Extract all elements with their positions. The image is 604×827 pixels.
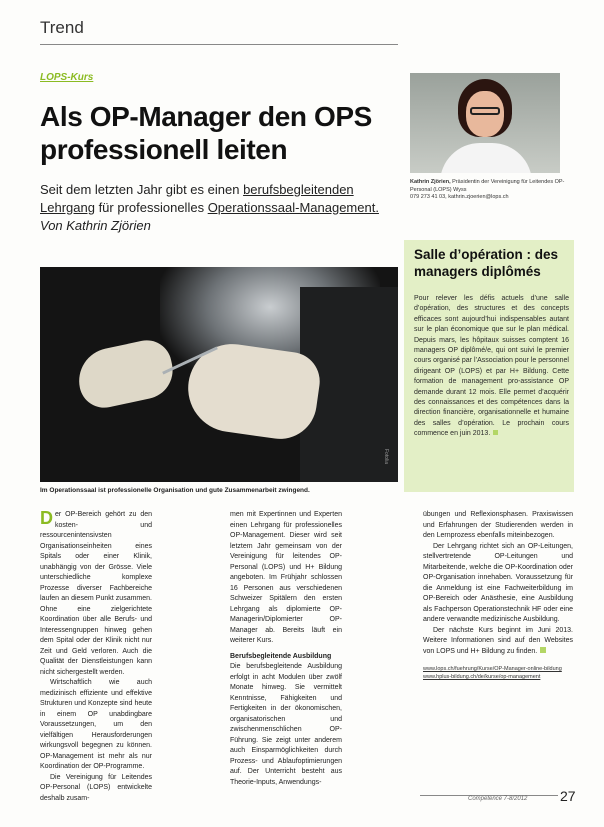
sidebar-body: Pour relever les défis actuels d’une salle d’opération, des structures et des concepts efficaces sont aujourd’hui indispensables autant sur le plan économique que sur le plan médical. Depuis mars, les hôpitaux suisses comptent 16 managers OP diplômé/e, qui ont suivi le premier cours organisé par l’Association pour le personnel dirigeant OP (LOPS) et par H+ Bildung. Cette formation de management pro-assistance OP demande durant 12 mois. Elle permet d’acquérir des connaissances et des compétences dans la direction financière, organisationnelle et humaine des salles d’opération. Le prochain cours commence en juin 2013. — [414, 295, 569, 438]
col1-paragraph-1-text: er OP-Bereich gehört zu den kosten- und ressourcenintensivsten Organisationseinheiten eines Spitals oder einer Klinik, unabhängig von der Grösse. Viele unterschiedliche komplexe Prozesse diverser Fachbereiche laufen an diesem Punkt zusammen. Ohne eine zielgerichtete Koordination über alle Berufs- und Interessengruppen hinweg gehen dem Spital oder der Klinik nicht nur Zeit und Geld verloren. Auch die Qualität der Dienstleistungen kann nicht sichergestellt werden. — [40, 511, 152, 676]
author-portrait — [410, 73, 560, 173]
portrait-glasses — [470, 107, 500, 115]
portrait-caption — [410, 179, 570, 202]
article-kicker: LOPS-Kurs — [40, 72, 94, 83]
article-headline: Als OP-Manager den OPS professionell leiten — [40, 101, 372, 165]
sidebar-text — [414, 294, 569, 440]
lead-text-1: Seit dem letzten Jahr gibt es einen — [40, 182, 244, 197]
portrait-caption-name: Kathrin Zjörien, — [410, 179, 451, 185]
article-lead — [40, 181, 400, 235]
body-column-2 — [230, 510, 342, 788]
sidebar-title: Salle d’opération : des managers diplômés — [414, 247, 559, 279]
sidebar-box — [404, 240, 574, 492]
article-byline: Von Kathrin Zjörien — [40, 218, 151, 233]
link-hplus[interactable]: www.hplus-bildung.ch/de/kurse/op-management — [423, 674, 541, 680]
section-divider — [40, 44, 398, 45]
photo-credit: Fotolia — [383, 449, 389, 465]
col3-paragraph-3 — [423, 626, 573, 658]
col1-paragraph-2: Wirtschaftlich wie auch medizinisch effiziente und effektive Strukturen und Konzepte sind heute in einem OP unabdingbare Voraussetzungen, um den vielfältigen Herausforderungen wirkungsvoll begegnen zu können. OP-Management ist mehr als nur Koordination der OP-Programme. — [40, 679, 152, 770]
lead-text-underlined-2: Operationssaal-Management. — [207, 200, 379, 215]
col2-paragraph-2: Die berufsbegleitende Ausbildung erfolgt in acht Modulen über zwölf Monate hinweg. Sie vermittelt Kenntnisse, Fähigkeiten und Fertigkeiten in der ökonomischen, organisatorischen und zwischenmenschlichen OP-Führung. Sie zeigt unter anderem auch Einsparmöglichkeiten durch Prozess- und Ablaufoptimierungen auf. Der Unterricht besteht aus Theorie-Inputs, Anwendungs- — [230, 663, 342, 786]
col1-paragraph-1 — [40, 510, 152, 678]
reference-links — [423, 665, 573, 681]
page-number: 27 — [560, 788, 576, 804]
lead-text-2: für professionelles — [94, 200, 208, 215]
col3-paragraph-1: übungen und Reflexionsphasen. Praxiswissen und Erfahrungen der Studierenden werden in den Lernprozess ebenfalls miteinbezogen. — [423, 511, 573, 539]
col3-paragraph-2: Der Lehrgang richtet sich an OP-Leitungen, stellvertretende OP-Leitungen und Mitarbeitende, welche die OP-Koordination oder OP-Organisation innehaben. Voraussetzung für die Anmeldung ist eine Fachweiterbildung im OP-Bereich oder Anästhesie, eine Ausbildung als Fachperson Operationstechnik HF oder eine andere verwandte medizinische Ausbildung. — [423, 542, 573, 623]
col2-paragraph-1: men mit Expertinnen und Experten einen Lehrgang für professionelles OP-Management. Dieser wird seit letztem Jahr gemeinsam von der Vereinigung für leitendes OP-Personal (LOPS) und H+ Bildung angeboten. Im Frühjahr schlossen 16 Personen aus verschiedenen Schweizer Spitälern den ersten Lehrgang als diplomierte OP-Managerin/Diplomierter OP-Manager ab. Bereits läuft ein weiterer Kurs. — [230, 511, 342, 644]
col3-paragraph-3-text: Der nächste Kurs beginnt im Juni 2013. Weitere Informationen sind auf den Websites von LOPS und H+ Bildung zu finden. — [423, 626, 573, 655]
portrait-shoulders — [440, 143, 532, 173]
footer-magazine: Competence 7-8/2012 — [468, 796, 528, 802]
portrait-caption-role: Präsidentin der Vereinigung für Leitendes OP-Personal (LOPS) Wyss — [410, 179, 565, 193]
portrait-caption-contact: 079 273 41 03, kathrin.zjoerien@lops.ch — [410, 194, 509, 200]
photo-caption: Im Operationssaal ist professionelle Organisation und gute Zusammenarbeit zwingend. — [40, 487, 310, 494]
body-column-1 — [40, 510, 152, 804]
col1-paragraph-3: Die Vereinigung für Leitendes OP-Personal (LOPS) entwickelte deshalb zusam- — [40, 773, 152, 802]
body-column-3 — [423, 510, 573, 681]
end-mark-icon — [493, 430, 498, 435]
section-label: Trend — [40, 18, 84, 37]
col2-subheading: Berufsbegleitende Ausbildung — [230, 652, 332, 660]
surgery-photo — [40, 267, 398, 482]
dropcap: D — [40, 508, 53, 528]
link-lops[interactable]: www.lops.ch/fuehrung/Kurse/OP-Manager-online-bildung — [423, 666, 562, 672]
lead-text-underlined-1: berufsbegleitenden Lehrgang — [40, 182, 354, 215]
end-mark-icon — [540, 647, 546, 653]
